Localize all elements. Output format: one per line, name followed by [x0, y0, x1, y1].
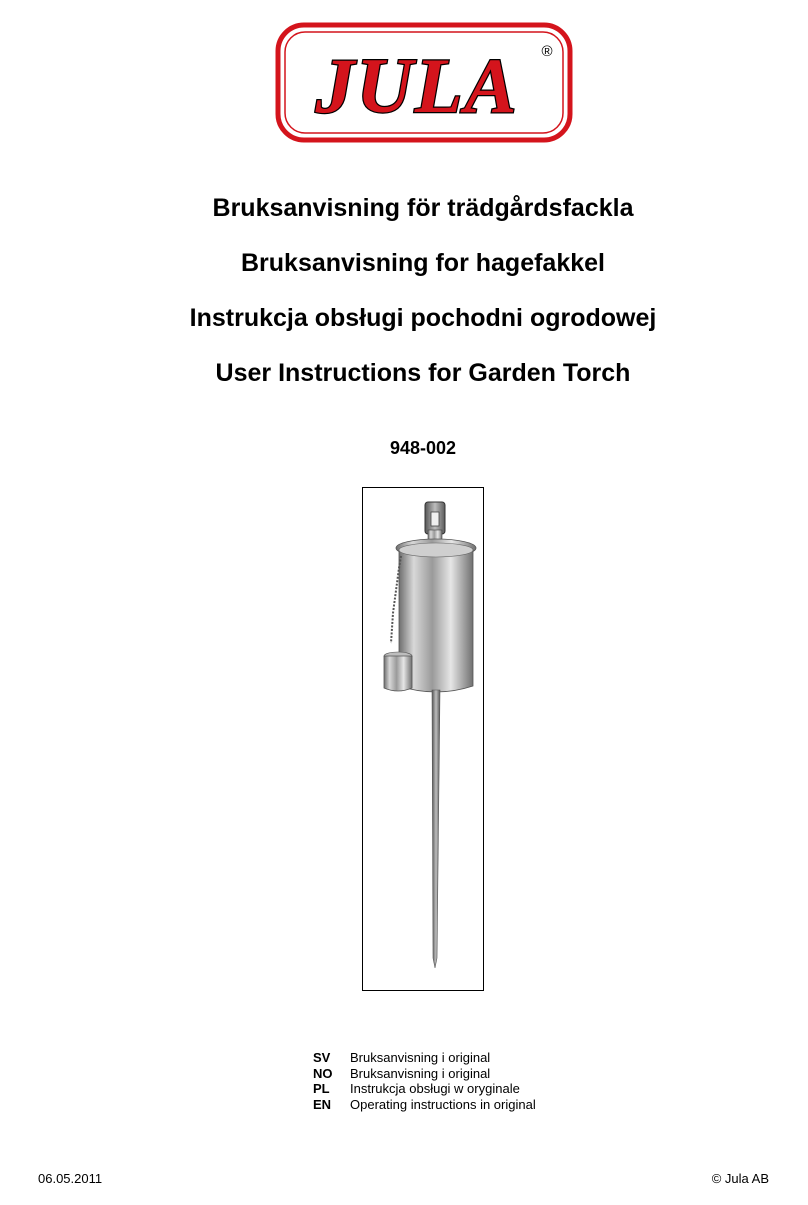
garden-torch-illustration — [363, 488, 483, 990]
language-code: PL — [313, 1081, 330, 1096]
footer-copyright: © Jula AB — [711, 1171, 769, 1186]
language-code: NO — [313, 1065, 333, 1081]
language-code: EN — [313, 1096, 332, 1112]
language-list — [313, 1050, 536, 1112]
snuffer-cap — [384, 652, 412, 691]
footer-date: 06.05.2011 — [38, 1171, 103, 1186]
language-row — [313, 1097, 536, 1113]
language-row — [313, 1066, 536, 1082]
language-code: SV — [313, 1050, 331, 1065]
product-photo — [362, 487, 484, 991]
registered-mark: ® — [541, 43, 553, 60]
language-text: Instrukcja obsługi w oryginale — [350, 1081, 520, 1096]
title-english: User Instructions for Garden Torch — [215, 359, 631, 387]
model-number: 948-002 — [389, 438, 457, 458]
language-text: Bruksanvisning i original — [350, 1050, 491, 1065]
torch-wick — [425, 502, 445, 544]
title-polish: Instrukcja obsługi pochodni ogrodowej — [189, 304, 657, 332]
language-text: Operating instructions in original — [350, 1096, 536, 1112]
jula-logo — [275, 22, 573, 143]
language-row — [313, 1050, 536, 1066]
language-row — [313, 1081, 536, 1097]
jula-logo-graphic — [275, 22, 573, 143]
logo-wordmark: JULA — [315, 42, 519, 129]
title-swedish: Bruksanvisning för trädgårdsfackla — [212, 194, 634, 222]
title-norwegian: Bruksanvisning for hagefakkel — [240, 249, 605, 277]
torch-spike — [432, 690, 440, 968]
language-text: Bruksanvisning i original — [350, 1065, 491, 1081]
